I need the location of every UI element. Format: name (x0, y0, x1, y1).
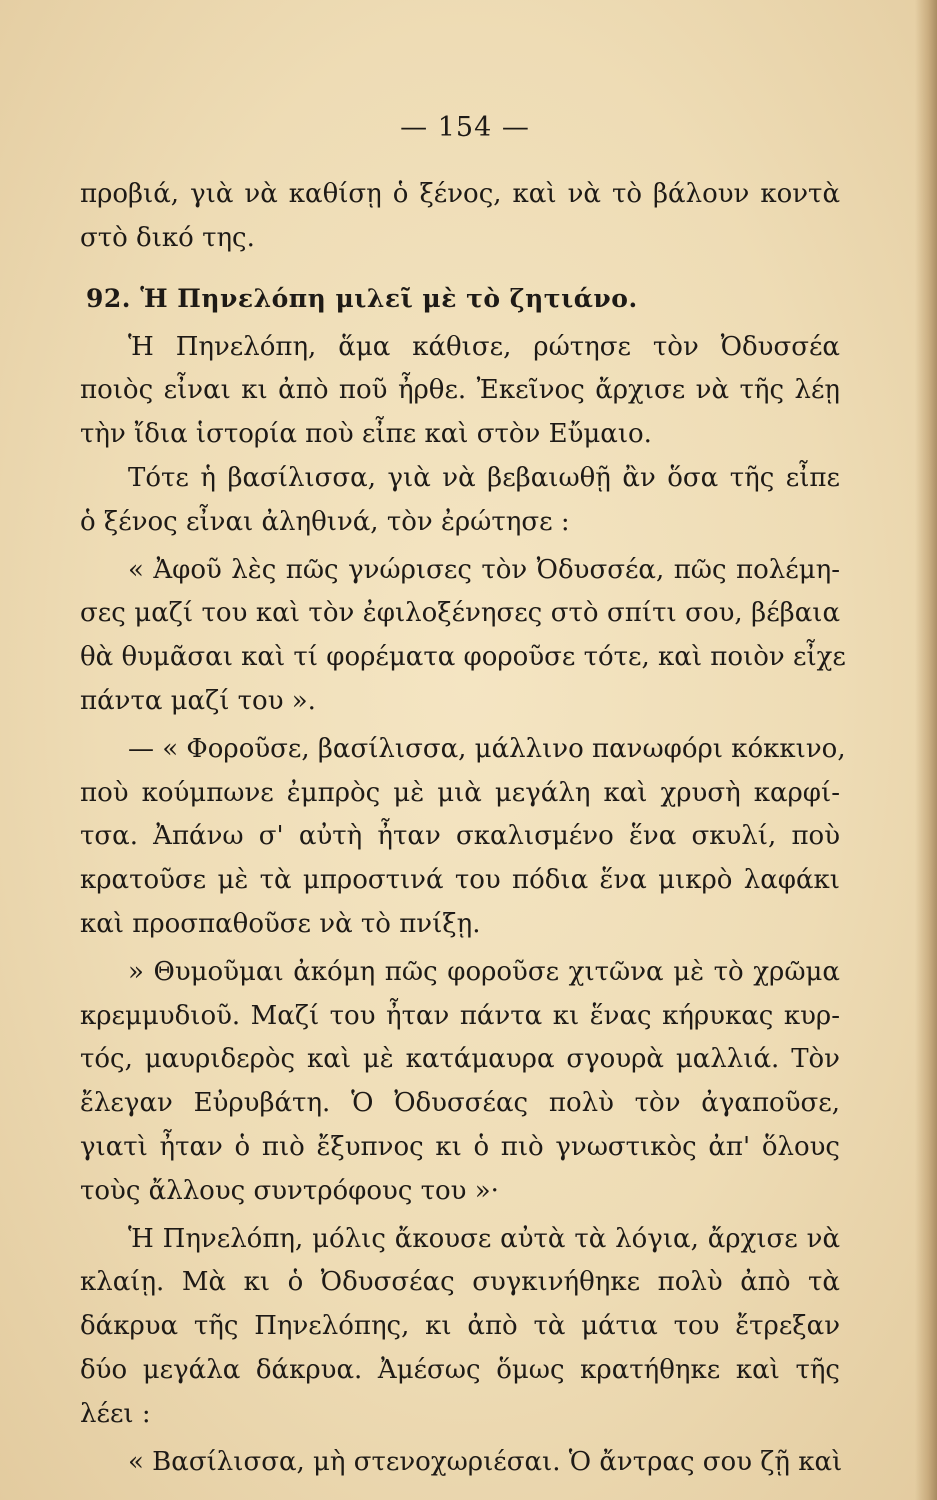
text-line: γιατὶ ἦταν ὁ πιὸ ἔξυπνος κι ὁ πιὸ γνωστικὸς ἀπ' ὅλους (80, 1131, 840, 1162)
text-line: « Βασίλισσα, μὴ στενοχωριέσαι. Ὁ ἄντρας σου ζῇ καὶ (128, 1446, 843, 1477)
text-line: δύο μεγάλα δάκρυα. Ἀμέσως ὅμως κρατήθηκε καὶ τῆς (80, 1354, 840, 1385)
text-line: πάντα μαζί του ». (80, 685, 316, 716)
text-line: Τότε ἡ βασίλισσα, γιὰ νὰ βεβαιωθῇ ἂν ὅσα τῆς εἶπε (128, 462, 840, 493)
text-line: ποιὸς εἶναι κι ἀπὸ ποῦ ἦρθε. Ἐκεῖνος ἄρχισε νὰ τῆς λέῃ (80, 375, 840, 406)
text-line: θὰ θυμᾶσαι καὶ τί φορέματα φοροῦσε τότε, καὶ ποιὸν εἶχε (80, 642, 846, 673)
text-line: καὶ προσπαθοῦσε νὰ τὸ πνίξῃ. (80, 908, 481, 939)
text-line: κρατοῦσε μὲ τὰ μπροστινά του πόδια ἕνα μικρὸ λαφάκι (80, 865, 840, 896)
text-line: κρεμμυδιοῦ. Μαζί του ἦταν πάντα κι ἕνας κήρυκας κυρ- (80, 1000, 840, 1031)
text-line: » Θυμοῦμαι ἀκόμη πῶς φοροῦσε χιτῶνα μὲ τὸ χρῶμα (128, 956, 840, 987)
text-line: στὸ δικό της. (80, 222, 255, 253)
text-line: λέει : (80, 1398, 151, 1429)
text-line: τός, μαυριδερὸς καὶ μὲ κατάμαυρα σγουρὰ μαλλιά. Τὸν (80, 1044, 840, 1075)
page-edge-shadow (915, 0, 937, 1500)
text-line: ὁ ξένος εἶναι ἀληθινά, τὸν ἐρώτησε : (80, 506, 570, 537)
text-line: « Ἀφοῦ λὲς πῶς γνώρισες τὸν Ὀδυσσέα, πῶς πολέμη- (128, 554, 840, 585)
text-line: προβιά, γιὰ νὰ καθίσῃ ὁ ξένος, καὶ νὰ τὸ βάλουν κοντὰ (80, 179, 840, 209)
text-line: ἔλεγαν Εὐρυβάτη. Ὁ Ὀδυσσέας πολὺ τὸν ἀγαποῦσε, (80, 1088, 840, 1119)
text-line: τσα. Ἀπάνω σ' αὐτὴ ἦταν σκαλισμένο ἕνα σκυλί, ποὺ (80, 821, 840, 852)
page-text (80, 112, 846, 1484)
text-line: σες μαζί του καὶ τὸν ἐφιλοξένησες στὸ σπίτι σου, βέβαια (80, 598, 840, 629)
text-line: — « Φοροῦσε, βασίλισσα, μάλλινο πανωφόρι κόκκινο, (128, 733, 846, 764)
text-line: κλαίῃ. Μὰ κι ὁ Ὀδυσσέας συγκινήθηκε πολὺ ἀπὸ τὰ (80, 1267, 840, 1298)
text-line: τὴν ἴδια ἱστορία ποὺ εἶπε καὶ στὸν Εὔμαιο. (80, 419, 652, 450)
text-line: δάκρυα τῆς Πηνελόπης, κι ἀπὸ τὰ μάτια του ἔτρεξαν (80, 1311, 840, 1342)
text-line: Ἡ Πηνελόπη, μόλις ἄκουσε αὐτὰ τὰ λόγια, ἄρχισε νὰ (128, 1223, 840, 1254)
text-line: Ἡ Πηνελόπη, ἅμα κάθισε, ρώτησε τὸν Ὀδυσσέα (128, 331, 840, 362)
section-heading: 92. Ἡ Πηνελόπη μιλεῖ μὲ τὸ ζητιάνο. (86, 283, 638, 313)
text-line: ποὺ κούμπωνε ἐμπρὸς μὲ μιὰ μεγάλη καὶ χρυσὴ καρφί- (80, 777, 840, 808)
page-number: — 154 — (400, 112, 530, 143)
text-line: τοὺς ἄλλους συντρόφους του »· (80, 1175, 499, 1206)
